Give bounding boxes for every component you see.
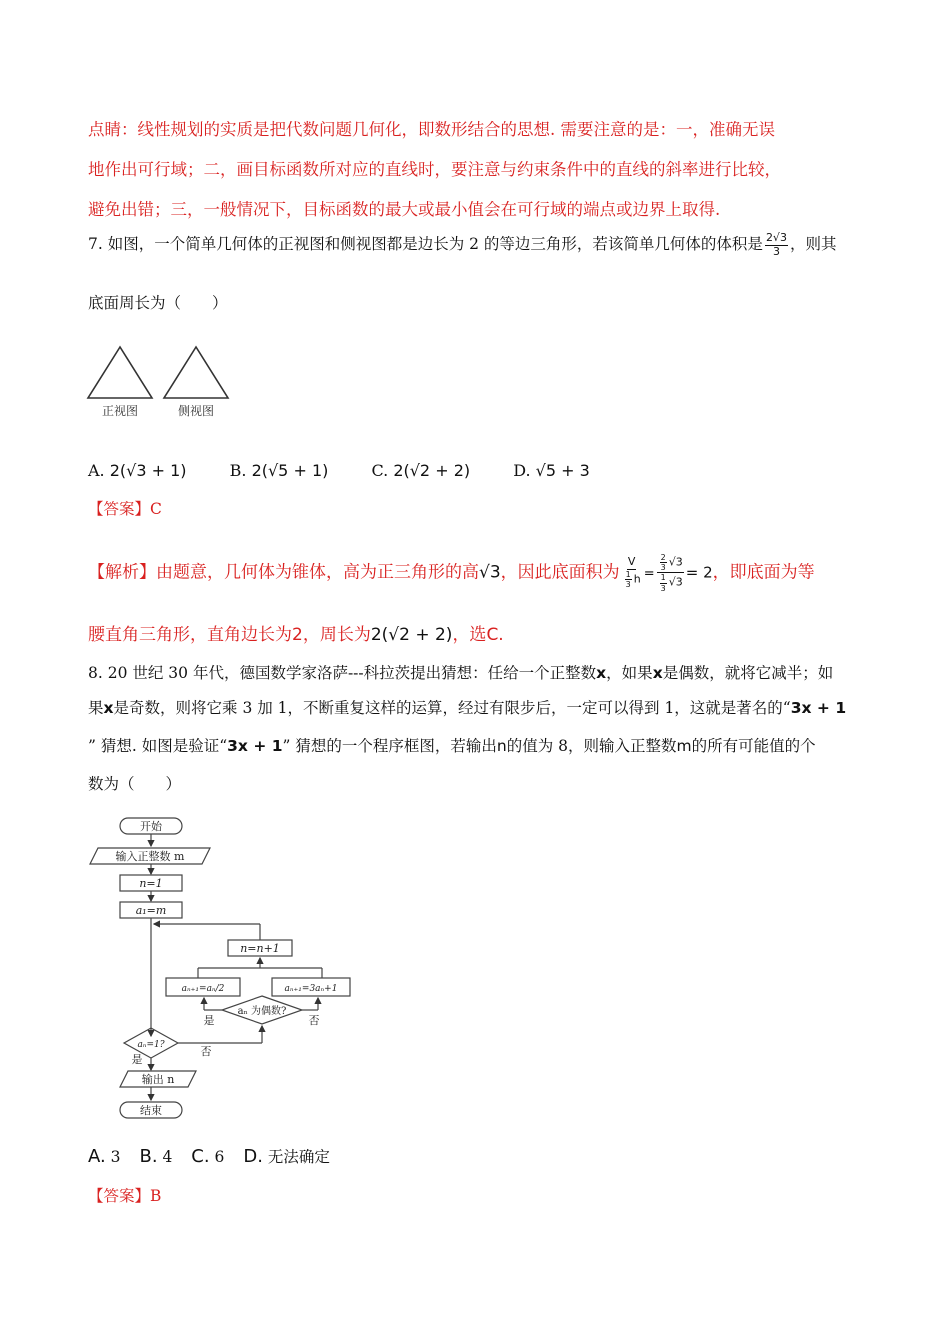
front-view-label: 正视图 xyxy=(101,404,139,418)
flow-yes-left-label: 是 xyxy=(203,1014,215,1027)
q8-stem-line-3 xyxy=(88,734,816,756)
q8-option-a-letter: A. xyxy=(88,1146,106,1167)
q7-area-den-third xyxy=(625,570,632,589)
flow-no-right-label: 否 xyxy=(308,1014,320,1027)
q7-volume-num: 2√3 xyxy=(765,231,787,244)
q8-text-1a: 8. 20 世纪 30 年代，德国数学家洛萨---科拉茨提出猜想：任给一个正整数 xyxy=(88,664,597,682)
q8-text-3b: ” 猜想的一个程序框图，若输出 xyxy=(282,737,497,755)
q8-option-c-value: 6 xyxy=(214,1148,225,1166)
q7-option-a[interactable] xyxy=(88,461,187,480)
q8-options xyxy=(88,1145,330,1167)
q7-two-num: 2 xyxy=(660,553,666,562)
flow-decision-even-label: aₙ 为偶数? xyxy=(237,1006,287,1017)
flow-n-inc-label: n=n+1 xyxy=(240,942,280,955)
q8-option-a-value: 3 xyxy=(110,1148,121,1166)
q7-options xyxy=(88,461,628,480)
q7-area2-num-sqrt: √3 xyxy=(668,555,683,569)
q8-option-d-value: 无法确定 xyxy=(267,1148,330,1166)
q7-analysis-sqrt3: √3 xyxy=(479,562,501,583)
q8-var-x: x xyxy=(596,664,607,682)
q7-analysis-line-1: 【解析】由题意，几何体为锥体，高为正三角形的高√3，因此底面积为 V $\frac{1}{3}$ h = $\frac{2}{3}$ √3 $\frac{1}{3}$ √3 = 2，即底面为等 xyxy=(88,553,815,593)
flow-odd-step-label: aₙ₊₁=3aₙ+1 xyxy=(284,984,338,994)
q8-var-x-3: x xyxy=(103,699,114,717)
front-view-triangle xyxy=(88,347,152,398)
q7-option-c-value: 2(√2 + 2) xyxy=(393,461,471,480)
side-view-label: 侧视图 xyxy=(177,404,215,418)
dianjing-line-2: 地作出可行域；二，画目标函数所对应的直线时，要注意与约束条件中的直线的斜率进行比较， xyxy=(88,160,781,179)
q7-analysis-choice: C. xyxy=(486,625,504,645)
q7-area-num-v: V xyxy=(627,555,636,569)
q7-area2-num-frac xyxy=(660,553,667,572)
q7-stem xyxy=(88,232,836,258)
q7-area-result: = 2 xyxy=(685,563,713,582)
q7-three-view-figure xyxy=(86,342,236,424)
q7-option-d-letter: D. xyxy=(513,461,531,480)
q8-text-3c: 的值为 8，则输入正整数 xyxy=(506,737,677,755)
q7-option-a-value: 2(√3 + 1) xyxy=(109,461,187,480)
q7-option-b-value: 2(√5 + 1) xyxy=(251,461,329,480)
q7-analysis-text-f: ，周长为 xyxy=(302,625,371,645)
q8-flowchart xyxy=(86,812,366,1130)
flow-output-label: 输出 n xyxy=(141,1073,175,1086)
q7-area2-num xyxy=(657,553,684,573)
q7-area-fraction-2 xyxy=(657,553,684,593)
q7-volume-fraction xyxy=(765,232,788,258)
q8-option-b[interactable] xyxy=(139,1148,172,1166)
q7-two-den: 3 xyxy=(660,563,666,573)
q7-option-a-letter: A. xyxy=(88,461,105,480)
q7-area2-den xyxy=(657,573,684,592)
q7-analysis-side: 2 xyxy=(292,625,303,645)
q7-third-num: 1 xyxy=(625,570,631,580)
q8-option-d[interactable] xyxy=(243,1148,330,1166)
q8-stem-line-1 xyxy=(88,661,833,683)
q8-stem-line-4: 数为（ ） xyxy=(88,775,182,793)
q7-option-b[interactable] xyxy=(230,461,329,480)
q7-area-den xyxy=(622,570,642,589)
flow-even-step-label: aₙ₊₁=aₙ/2 xyxy=(181,984,225,994)
side-view-triangle xyxy=(164,347,228,398)
q8-text-1c: 是偶数，就将它减半；如 xyxy=(662,664,834,682)
q8-text-3a: ” 猜想. 如图是验证“ xyxy=(88,737,228,755)
q7-option-c-letter: C. xyxy=(371,461,389,480)
q7-analysis-text-b: ，因此底面积为 xyxy=(500,562,620,583)
q7-analysis-text-d: 腰直角三角形，直角边长为 xyxy=(88,625,292,645)
q8-var-m: m xyxy=(676,737,692,755)
dianjing-line-1: 点睛：线性规划的实质是把代数问题几何化，即数形结合的思想. 需要注意的是：一，准确无误 xyxy=(88,120,775,139)
q7-analysis-tag: 【解析】 xyxy=(88,562,156,583)
flow-decision-one-label: aₙ=1? xyxy=(137,1040,165,1050)
q7-third-den: 3 xyxy=(625,580,631,590)
flow-start-label: 开始 xyxy=(140,820,162,833)
q7-answer-value: C xyxy=(150,500,162,518)
q7-stem-text: 7. 如图，一个简单几何体的正视图和侧视图都是边长为 2 的等边三角形，若该简单几何体的体积是 xyxy=(88,235,763,254)
q8-text-2a: 果 xyxy=(88,699,104,717)
q8-text-2b: 是奇数，则将它乘 3 加 1，不断重复这样的运算，经过有限步后，一定可以得到 1，这就是著名的“ xyxy=(113,699,791,717)
q8-expr-1: 3x + 1 xyxy=(790,699,847,717)
q7-option-c[interactable] xyxy=(371,461,470,480)
q7-area-h: h xyxy=(633,572,641,586)
q7-option-b-letter: B. xyxy=(229,461,247,480)
q7-analysis-text-c: ，即底面为等 xyxy=(712,562,815,583)
q7-option-d[interactable] xyxy=(513,461,590,480)
q7-stem-end: ，则其 xyxy=(789,235,837,254)
q7-area2-den-sqrt: √3 xyxy=(668,576,683,590)
q7-analysis-text-h: ，选 xyxy=(452,625,487,645)
flow-a-init-label: a₁=m xyxy=(135,904,167,917)
dianjing-line-3: 避免出错；三，一般情况下，目标函数的最大或最小值会在可行域的端点或边界上取得. xyxy=(88,200,721,219)
q8-option-b-value: 4 xyxy=(162,1148,173,1166)
q8-option-c[interactable] xyxy=(191,1148,224,1166)
q7-answer xyxy=(88,497,162,519)
q8-var-n: n xyxy=(496,737,507,755)
q8-answer xyxy=(88,1184,161,1206)
flow-no-one-label: 否 xyxy=(200,1045,212,1058)
q7-answer-tag: 【答案】 xyxy=(88,500,151,518)
q8-option-b-letter: B. xyxy=(139,1146,158,1167)
flow-input-label: 输入正整数 m xyxy=(115,850,185,863)
q8-answer-tag: 【答案】 xyxy=(88,1187,151,1205)
q8-answer-value: B xyxy=(150,1187,162,1205)
q8-option-c-letter: C. xyxy=(191,1146,210,1167)
q7-one-num: 1 xyxy=(660,573,666,583)
flow-end-label: 结束 xyxy=(140,1104,162,1117)
q7-analysis-perimeter: 2(√2 + 2) xyxy=(370,625,453,645)
q8-text-3d: 的所有可能值的个 xyxy=(691,737,816,755)
q7-option-d-value: √5 + 3 xyxy=(535,461,590,480)
q8-var-x-2: x xyxy=(652,664,663,682)
flow-n-init-label: n=1 xyxy=(139,877,163,890)
q8-expr-2: 3x + 1 xyxy=(227,737,283,755)
q7-volume-den: 3 xyxy=(772,244,780,258)
q7-analysis-text-a: 由题意，几何体为锥体，高为正三角形的高 xyxy=(156,562,479,583)
q8-option-a[interactable] xyxy=(88,1148,121,1166)
q8-text-1b: ，如果 xyxy=(606,664,653,682)
q7-area2-den-frac xyxy=(660,573,667,592)
q7-analysis-line-2 xyxy=(88,620,504,645)
q7-stem-line-2: 底面周长为（ ） xyxy=(88,294,228,312)
q8-stem-line-2 xyxy=(88,696,846,718)
flow-yes-one-label: 是 xyxy=(131,1053,143,1066)
q8-option-d-letter: D. xyxy=(243,1146,263,1167)
q7-one-den: 3 xyxy=(660,583,666,593)
q7-area-fraction xyxy=(622,556,642,589)
